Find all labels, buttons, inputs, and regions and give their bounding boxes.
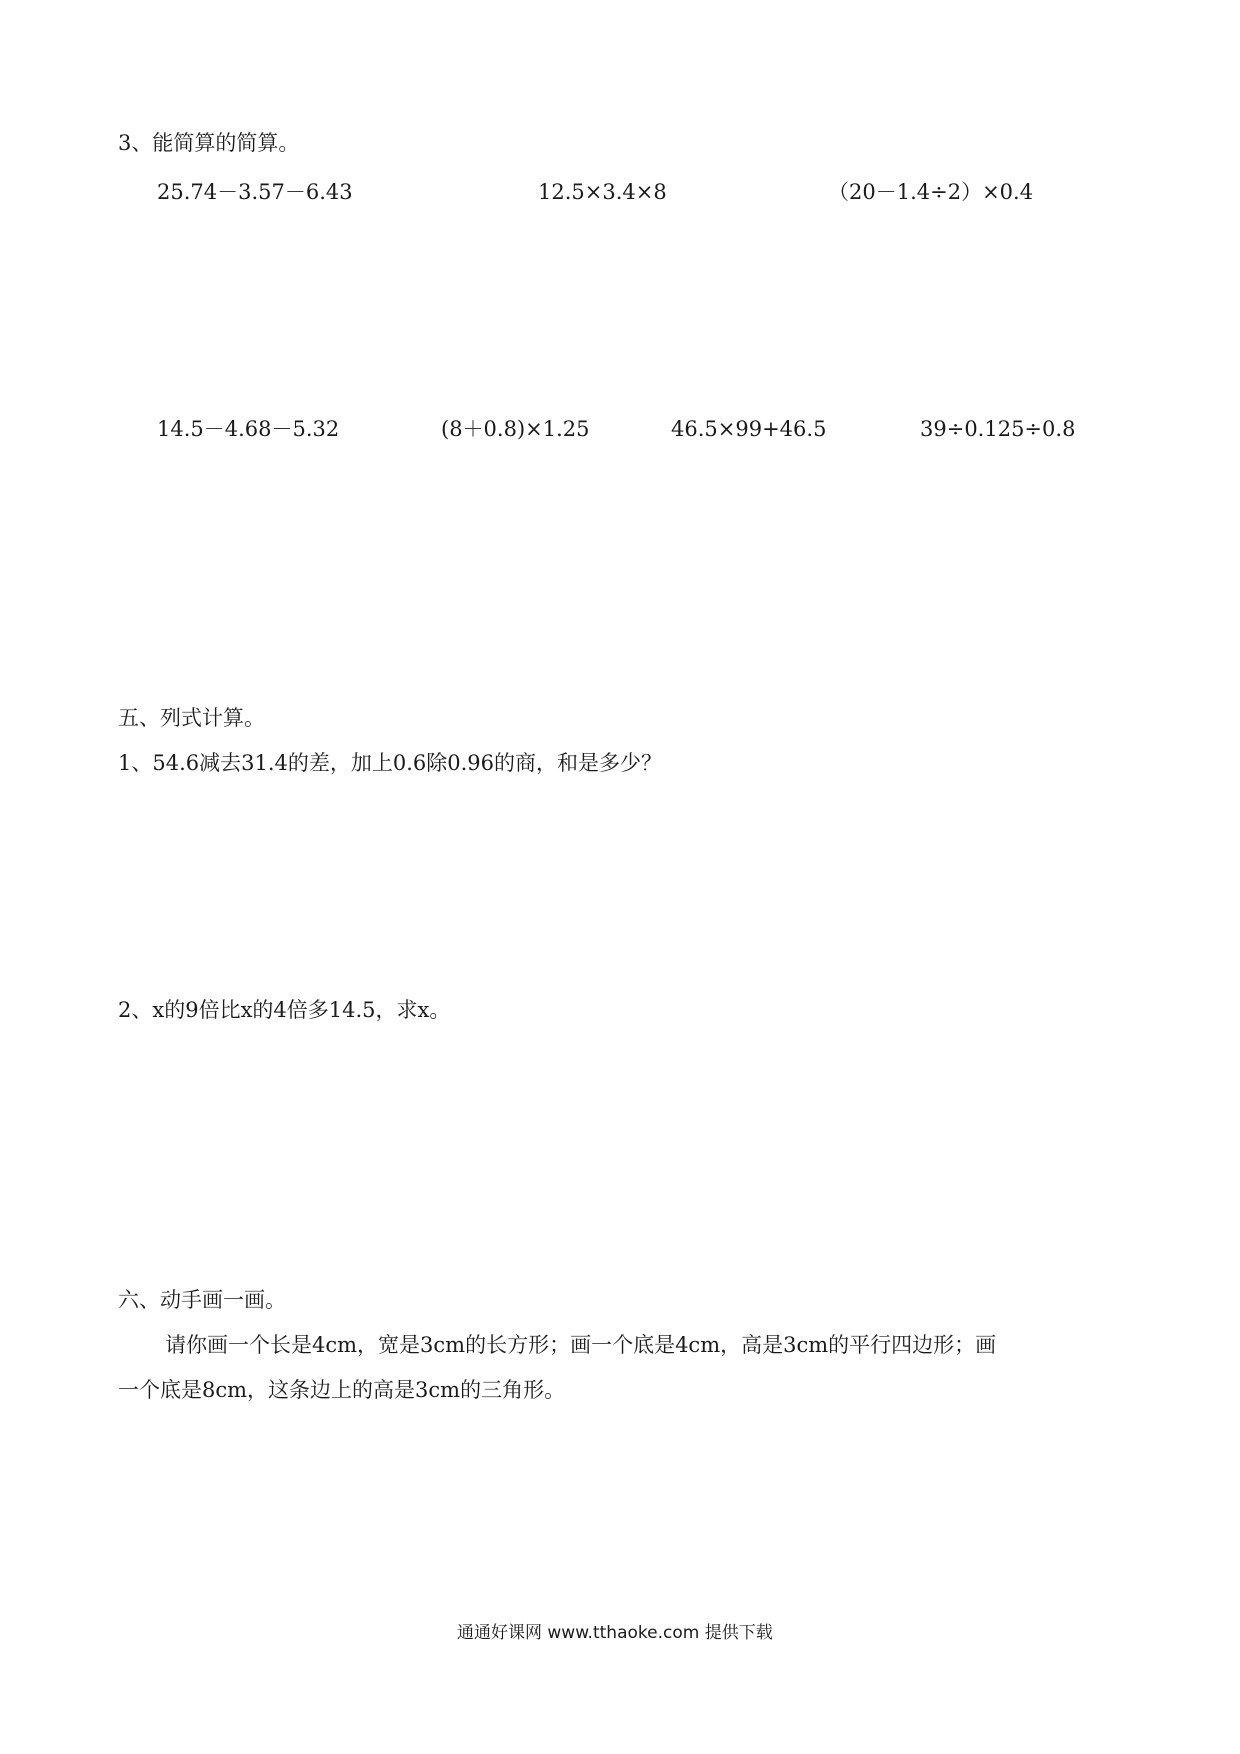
expression-1: 25.74－3.57－6.43 (157, 180, 353, 204)
expression-5: (8＋0.8)×1.25 (441, 417, 590, 441)
expression-3: （20－1.4÷2）×0.4 (828, 180, 1034, 204)
section6-heading: 六、动手画一画。 (118, 1288, 286, 1312)
expression-2: 12.5×3.4×8 (538, 180, 667, 204)
drawing-instruction-line2: 一个底是8cm，这条边上的高是3cm的三角形。 (118, 1378, 566, 1402)
question-2: 2、x的9倍比x的4倍多14.5，求x。 (118, 998, 451, 1022)
expression-4: 14.5－4.68－5.32 (157, 417, 340, 441)
section5-heading: 五、列式计算。 (118, 706, 265, 730)
expression-6: 46.5×99+46.5 (671, 417, 827, 441)
expression-7: 39÷0.125÷0.8 (920, 417, 1076, 441)
footer-source: 通通好课网 www.tthaoke.com 提供下载 (457, 1623, 773, 1643)
section3-heading: 3、能简算的简算。 (118, 131, 300, 155)
question-1: 1、54.6减去31.4的差，加上0.6除0.96的商，和是多少？ (118, 751, 663, 775)
drawing-instruction-line1: 请你画一个长是4cm，宽是3cm的长方形；画一个底是4cm，高是3cm的平行四边形；画 (165, 1333, 997, 1357)
